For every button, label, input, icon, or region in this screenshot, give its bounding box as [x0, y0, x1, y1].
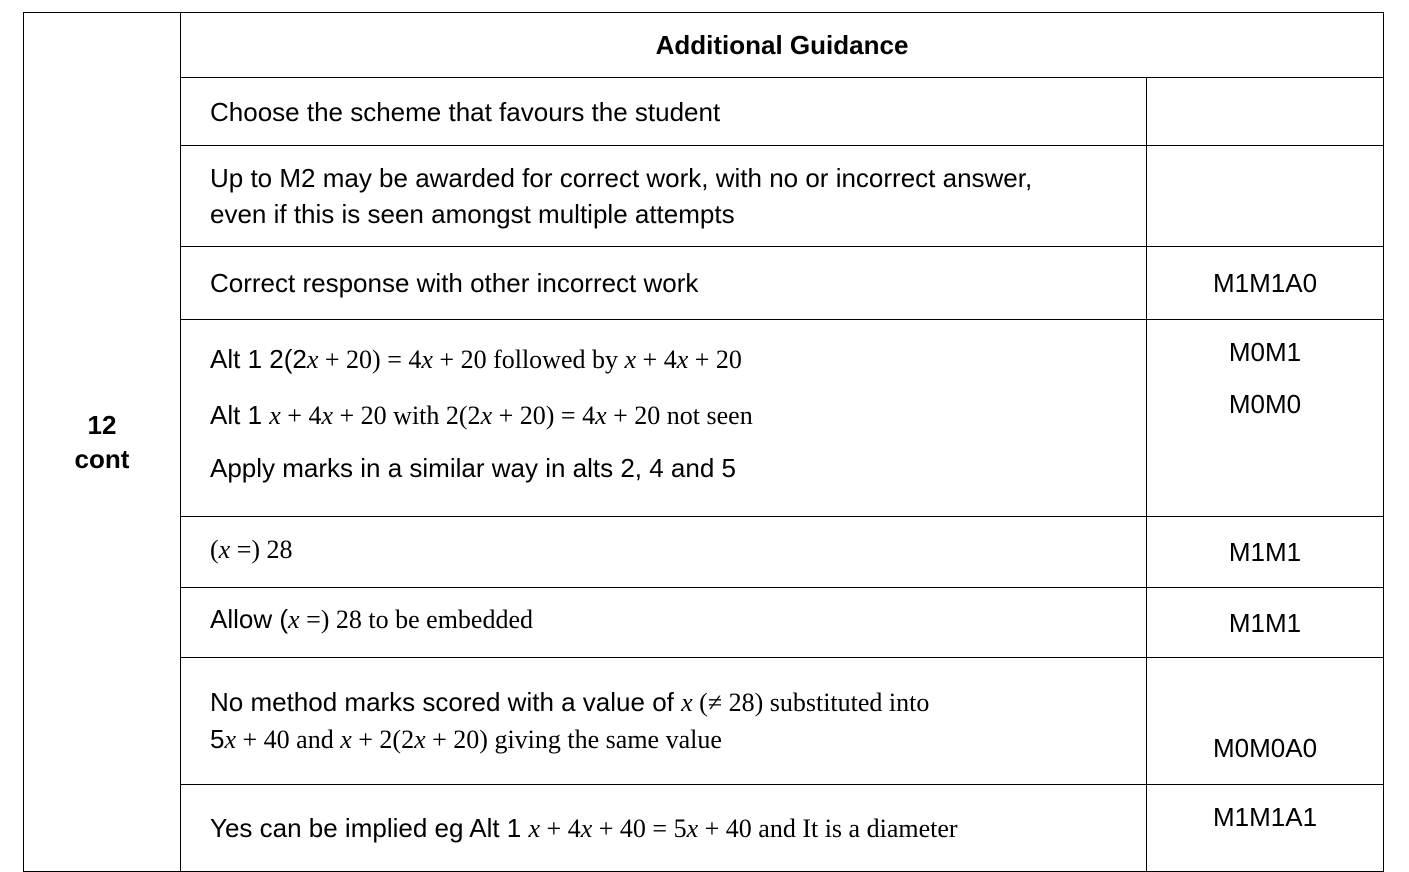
mark-cell: [1147, 320, 1384, 517]
question-number-cell: [24, 13, 181, 872]
guidance-line: Apply marks in a similar way in alts 2, 4 and 5: [210, 453, 736, 483]
guidance-text: [181, 588, 1147, 658]
guidance-line: Alt 1 2(2x + 20) = 4x + 20 followed by x + 4x + 20: [210, 344, 742, 374]
guidance-line: even if this is seen amongst multiple attempts: [210, 199, 735, 229]
mark-cell: M0M0A0: [1147, 658, 1384, 785]
table-header: Additional Guidance: [181, 13, 1384, 78]
guidance-row: [24, 517, 1384, 588]
header-row: [24, 13, 1384, 78]
guidance-row: [24, 785, 1384, 872]
guidance-text: [181, 785, 1147, 872]
guidance-row: [24, 247, 1384, 320]
mark-cell: M1M1A1: [1147, 785, 1384, 872]
mark-cell: M1M1: [1147, 588, 1384, 658]
question-suffix: cont: [74, 444, 130, 474]
guidance-text: [181, 517, 1147, 588]
mark-cell: M1M1A0: [1147, 247, 1384, 320]
mark-cell: [1147, 78, 1384, 146]
mark-cell: M1M1: [1147, 517, 1384, 588]
mark-value: M0M1: [1228, 337, 1302, 367]
guidance-row: [24, 78, 1384, 146]
additional-guidance-table: [23, 12, 1384, 872]
guidance-line: No method marks scored with a value of x (≠ 28) substituted into: [210, 687, 930, 717]
guidance-line: Correct response with other incorrect work: [210, 268, 699, 298]
guidance-line: Alt 1 x + 4x + 20 with 2(2x + 20) = 4x + 20 not seen: [210, 400, 753, 430]
guidance-line: Up to M2 may be awarded for correct work, with no or incorrect answer,: [210, 163, 1033, 193]
guidance-text: [181, 146, 1147, 247]
question-number: 12: [87, 410, 117, 440]
guidance-row: [24, 146, 1384, 247]
mark-cell: [1147, 146, 1384, 247]
mark-value: M0M0: [1228, 389, 1302, 419]
guidance-text: [181, 658, 1147, 785]
guidance-line: (x =) 28: [210, 534, 293, 564]
guidance-line: Choose the scheme that favours the student: [210, 96, 721, 127]
guidance-text: [181, 78, 1147, 146]
guidance-text: [181, 247, 1147, 320]
guidance-line: Allow (x =) 28 to be embedded: [210, 604, 533, 634]
guidance-line: Yes can be implied eg Alt 1 x + 4x + 40 = 5x + 40 and It is a diameter: [210, 812, 958, 843]
guidance-text: [181, 320, 1147, 517]
guidance-line: 5x + 40 and x + 2(2x + 20) giving the same value: [210, 724, 722, 754]
guidance-row: [24, 658, 1384, 785]
guidance-row: [24, 588, 1384, 658]
guidance-row: [24, 320, 1384, 517]
